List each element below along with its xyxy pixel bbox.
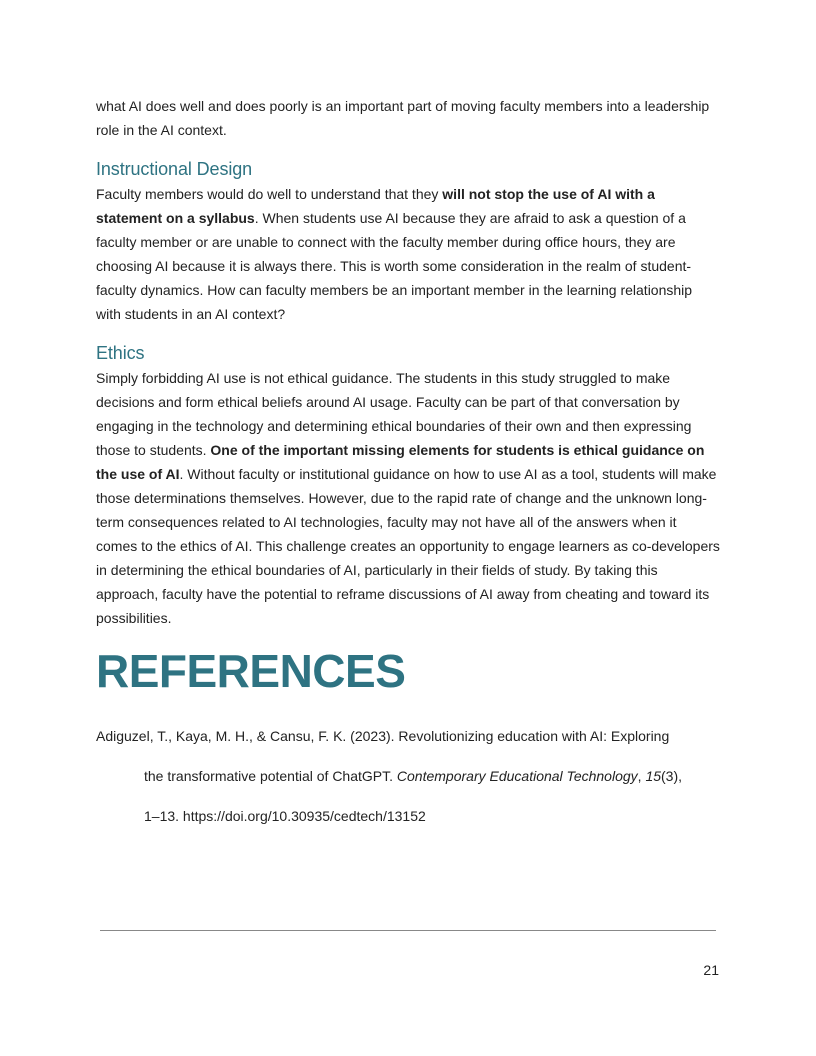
reference-doi-line: 1–13. https://doi.org/10.30935/cedtech/13152 [144,808,426,824]
reference-volume: 15 [645,768,662,784]
reference-entry [96,716,720,836]
instructional-design-text-post: . When students use AI because they are afraid to ask a question of a faculty member or are unable to connect with the faculty member during office hours, they are choosing AI because it is always there. This is worth some consideration in the realm of student-faculty dynamics. How can faculty members be an important member in the learning relationship with students in an AI context? [96,210,693,322]
instructional-design-paragraph [96,182,720,326]
reference-separator: , [637,768,646,784]
intro-paragraph: what AI does well and does poorly is an important part of moving faculty members into a leadership role in the AI context. [96,98,710,138]
reference-first-line: Adiguzel, T., Kaya, M. H., & Cansu, F. K. (2023). Revolutionizing education with AI: Exploring [96,728,670,744]
ethics-text-pre: Simply forbidding AI use is not ethical guidance. The students in this study struggled to make decisions and form ethical beliefs around AI usage. Faculty can be part of that conversation by engaging in the technology and determining ethical boundaries of their own and then expressing those to students. [96,370,692,458]
reference-journal: Contemporary Educational Technology [396,768,638,784]
instructional-design-bold-text: will not stop the use of AI with a statement on a syllabus [96,186,655,226]
reference-continued-text: the transformative potential of ChatGPT. [144,768,397,784]
references-heading: REFERENCES [96,645,406,697]
ethics-paragraph [96,366,720,630]
document-page [96,94,720,836]
section-heading-instructional-design: Instructional Design [96,159,253,179]
reference-issue: (3), [661,768,683,784]
page-number: 21 [703,962,719,978]
instructional-design-text-pre: Faculty members would do well to understand that they [96,186,443,202]
footer-divider [100,930,716,931]
section-heading-ethics: Ethics [96,343,145,363]
reference-continued-line [96,756,720,796]
ethics-bold-text: One of the important missing elements for students is ethical guidance on the use of AI [96,442,705,482]
ethics-text-post: . Without faculty or institutional guidance on how to use AI as a tool, students will make those determinations themselves. However, due to the rapid rate of change and the unknown long-term consequences related to AI technologies, faculty may not have all of the answers when it comes to the ethics of AI. This challenge creates an opportunity to engage learners as co-developers in determining the ethical boundaries of AI, particularly in their fields of study. By taking this approach, faculty have the potential to reframe discussions of AI away from cheating and toward its possibilities. [96,466,720,626]
